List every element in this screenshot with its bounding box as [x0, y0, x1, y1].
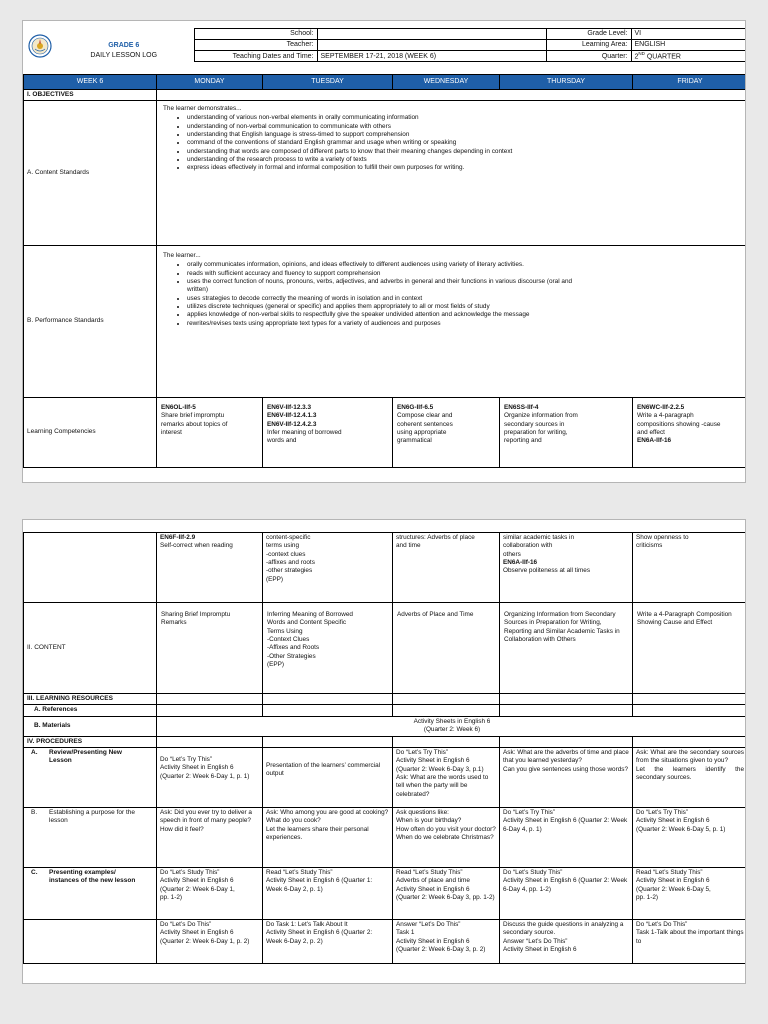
list-item: • understanding of non-verbal communication to communicate with others — [187, 123, 517, 131]
wednesday-content: Adverbs of Place and Time — [393, 603, 500, 694]
performance-standards-label: B. Performance Standards — [24, 245, 157, 397]
logo-cell — [23, 29, 54, 67]
list-item: • utilizes discrete techniques (general or specific) and applies them appropriately to all or most fields of study — [187, 303, 587, 311]
quarter-value: 2ND QUARTER — [631, 51, 746, 62]
teacher-value — [317, 40, 546, 51]
objectives-heading: I. OBJECTIVES — [24, 89, 157, 100]
thursday-header: THURSDAY — [500, 75, 633, 89]
procedures-heading: IV. PROCEDURES — [24, 736, 157, 747]
header-table — [23, 28, 746, 66]
list-item: • understanding of various non-verbal elements in orally communicating information — [187, 114, 517, 122]
friday-competency: EN6WC-IIf-2.2.5 Write a 4-paragraph compositions showing -cause and effect EN6A-IIf-16 — [633, 397, 747, 467]
grade-title: GRADE 6 — [108, 42, 140, 50]
content-standards-intro: The learner demonstrates... — [163, 104, 242, 112]
monday-examples: Do “Let’s Study This” Activity Sheet in English 6 (Quarter 2: Week 6-Day 1, pp. 1-2) — [157, 867, 263, 919]
friday-review: Ask: What are the secondary sources from the situations given to you? Let the learners identify the secondary sources. — [633, 747, 747, 807]
materials-cell: Activity Sheets in English 6 (Quarter 2: Week 6) — [157, 716, 747, 736]
tuesday-review: Presentation of the learners’ commercial output — [263, 747, 393, 807]
content-standards-list — [163, 114, 517, 172]
references-label: A. References — [24, 705, 157, 716]
examples-label: C. Presenting examples/ instances of the new lesson — [24, 867, 157, 919]
wednesday-competency: EN6G-IIf-6.5 Compose clear and coherent sentences using appropriate grammatical — [393, 397, 500, 467]
dates-value: SEPTEMBER 17-21, 2018 (WEEK 6) — [317, 51, 546, 62]
wednesday-purpose: Ask questions like: When is your birthday? How often do you visit your doctor? When do we celebrate Christmas? — [393, 807, 500, 867]
wednesday-examples: Read “Let’s Study This” Adverbs of place and time Activity Sheet in English 6 (Quarter 2: Week 6-Day 3, pp. 1-2) — [393, 867, 500, 919]
performance-standards-list — [163, 261, 587, 328]
review-label: A. Review/Presenting New Lesson — [24, 747, 157, 807]
grade-level-value: VI — [631, 29, 746, 40]
list-item: • rewrites/revises texts using appropriate text types for a variety of audiences and purposes — [187, 320, 587, 328]
monday-review: Do “Let’s Try This” Activity Sheet in English 6 (Quarter 2: Week 6-Day 1, p. 1) — [157, 747, 263, 807]
dates-label: Teaching Dates and Time: — [194, 51, 317, 62]
lesson-log-page-2 — [22, 519, 746, 984]
list-item: • applies knowledge of non-verbal skills to respectfully give the speaker undivided attention and acknowledge the message — [187, 311, 587, 319]
friday-purpose: Do “Let’s Try This” Activity Sheet in English 6 (Quarter 2: Week 6-Day 5, p. 1) — [633, 807, 747, 867]
learning-competencies-label: Learning Competencies — [24, 397, 157, 467]
tuesday-competency-cont: content-specific terms using -context clues -affixes and roots -other strategies (EPP) — [263, 533, 393, 603]
monday-competency: EN6OL-IIf-5 Share brief impromptu remarks about topics of interest — [157, 397, 263, 467]
thursday-discussing: Discuss the guide questions in analyzing a secondary source. Answer “Let’s Do This” Activity Sheet in English 6 — [500, 919, 633, 963]
week-header: WEEK 6 — [24, 75, 157, 89]
learning-resources-heading: III. LEARNING RESOURCES — [24, 694, 157, 705]
friday-header: FRIDAY — [633, 75, 747, 89]
teacher-label: Teacher: — [194, 40, 317, 51]
school-label: School: — [194, 29, 317, 40]
content-label: II. CONTENT — [24, 603, 157, 694]
friday-discussing: Do “Let’s Do This” Task 1-Talk about the important things to — [633, 919, 747, 963]
purpose-label: B. Establishing a purpose for the lesson — [24, 807, 157, 867]
wednesday-discussing: Answer “Let’s Do This” Task 1 Activity Sheet in English 6 (Quarter 2: Week 6-Day 3, p. 2) — [393, 919, 500, 963]
performance-standards-intro: The learner... — [163, 251, 201, 259]
tuesday-discussing: Do Task 1: Let’s Talk About It Activity Sheet in English 6 (Quarter 2: Week 6-Day 2, p. 2) — [263, 919, 393, 963]
materials-label: B. Materials — [24, 716, 157, 736]
friday-competency-cont: Show openness to criticisms — [633, 533, 747, 603]
friday-content: Write a 4-Paragraph Composition Showing Cause and Effect — [633, 603, 747, 694]
tuesday-competency: EN6V-IIf-12.3.3 EN6V-IIf-12.4.1.3 EN6V-IIf-12.4.2.3 Infer meaning of borrowed words and — [263, 397, 393, 467]
tuesday-content: Inferring Meaning of Borrowed Words and Content Specific Terms Using -Context Clues -Affixes and Roots -Other Strategies (EPP) — [263, 603, 393, 694]
monday-competency-cont: EN6F-IIf-2.9 Self-correct when reading — [157, 533, 263, 603]
content-standards-label: A. Content Standards — [24, 100, 157, 245]
list-item: • command of the conventions of standard English grammar and usage when writing or speaking — [187, 139, 517, 147]
tuesday-header: TUESDAY — [263, 75, 393, 89]
list-item: • uses the correct function of nouns, pronouns, verbs, adjectives, and adverbs in general and their functions in various discourse (oral and written) — [187, 278, 587, 295]
thursday-review: Ask: What are the adverbs of time and place that you learned yesterday? Can you give sentences using those words? — [500, 747, 633, 807]
thursday-competency-cont: similar academic tasks in collaboration with others EN6A-IIf-16 Observe politeness at all times — [500, 533, 633, 603]
objectives-table — [23, 74, 746, 468]
thursday-examples: Do “Let’s Study This” Activity Sheet in English 6 (Quarter 2: Week 6-Day 4, pp. 1-2) — [500, 867, 633, 919]
tuesday-purpose: Ask: Who among you are good at cooking? What do you cook? Let the learners share their personal experiences. — [263, 807, 393, 867]
quarter-label: Quarter: — [546, 51, 631, 62]
grade-level-label: Grade Level: — [546, 29, 631, 40]
thursday-purpose: Do “Let’s Try This” Activity Sheet in English 6 (Quarter 2: Week 6-Day 4, p. 1) — [500, 807, 633, 867]
monday-header: MONDAY — [157, 75, 263, 89]
continuation-table — [23, 532, 746, 964]
discussing-label — [24, 919, 157, 963]
monday-discussing: Do “Let’s Do This” Activity Sheet in English 6 (Quarter 2: Week 6-Day 1, p. 2) — [157, 919, 263, 963]
list-item: • understanding that words are composed of different parts to know that their meaning changes depending in context — [187, 148, 517, 156]
monday-purpose: Ask: Did you ever try to deliver a speech in front of many people? How did it feel? — [157, 807, 263, 867]
list-item: • understanding of the research process to write a variety of texts — [187, 156, 517, 164]
list-item: • uses strategies to decode correctly the meaning of words in isolation and in context — [187, 295, 587, 303]
thursday-content: Organizing Information from Secondary Sources in Preparation for Writing, Reporting and Similar Academic Tasks in Collaboration with Others — [500, 603, 633, 694]
list-item: • express ideas effectively in formal and informal composition to fulfill their own purposes for writing. — [187, 164, 517, 172]
list-item: • reads with sufficient accuracy and fluency to support comprehension — [187, 270, 587, 278]
school-value — [317, 29, 546, 40]
friday-examples: Read “Let’s Study This” Activity Sheet in English 6 (Quarter 2: Week 6-Day 5, pp. 1-2) — [633, 867, 747, 919]
log-title: DAILY LESSON LOG — [90, 51, 158, 59]
wednesday-review: Do “Let’s Try This” Activity Sheet in English 6 (Quarter 2: Week 6-Day 3, p.1) Ask: What are the words used to tell when the party will be celebrated? — [393, 747, 500, 807]
wednesday-competency-cont: structures: Adverbs of place and time — [393, 533, 500, 603]
list-item: • understanding that English language is stress-timed to support comprehension — [187, 131, 517, 139]
tuesday-examples: Read “Let’s Study This” Activity Sheet in English 6 (Quarter 1: Week 6-Day 2, p. 1) — [263, 867, 393, 919]
thursday-competency: EN6SS-IIf-4 Organize information from secondary sources in preparation for writing, reporting and — [500, 397, 633, 467]
monday-content: Sharing Brief Impromptu Remarks — [157, 603, 263, 694]
performance-standards-cell — [157, 245, 747, 397]
learning-area-label: Learning Area: — [546, 40, 631, 51]
wednesday-header: WEDNESDAY — [393, 75, 500, 89]
deped-seal-icon — [28, 34, 52, 58]
list-item: • orally communicates information, opinions, and ideas effectively to different audiences using variety of literary activities. — [187, 261, 587, 269]
day-header-row — [24, 75, 747, 89]
lesson-log-page-1 — [22, 20, 746, 483]
content-standards-cell — [157, 100, 747, 245]
learning-area-value: ENGLISH — [631, 40, 746, 51]
